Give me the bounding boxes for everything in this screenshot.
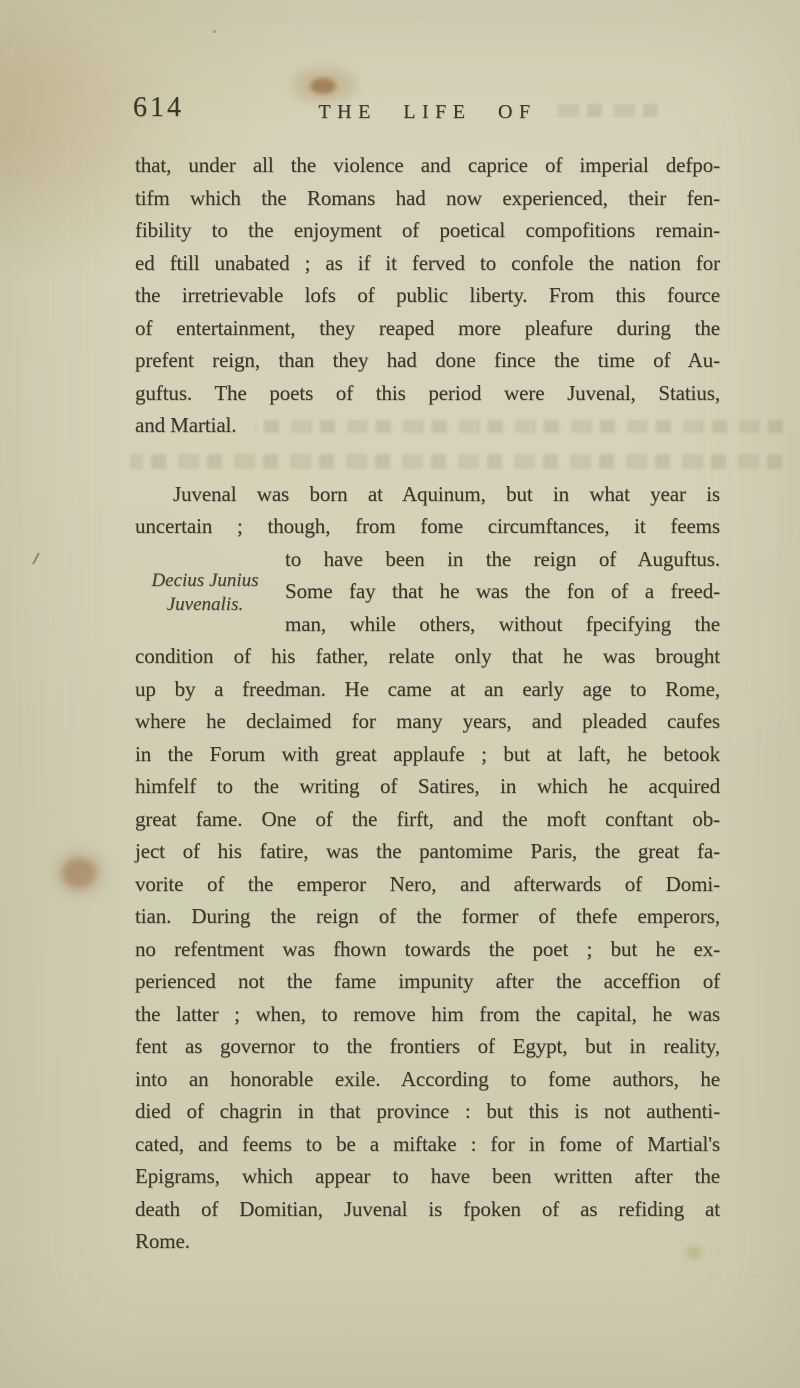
text-line: where he declaimed for many years, and pleaded caufes (135, 709, 720, 733)
text-line: cated, and feems to be a miftake : for in fome of Martial's (135, 1131, 720, 1156)
text-line: fibility to the enjoyment of poetical compofitions remain- (135, 218, 720, 242)
text-line: the latter ; when, to remove him from the capital, he was (135, 1001, 720, 1026)
ink-slash-mark (32, 552, 40, 564)
text-line: Juvenal was born at Aquinum, but in what year is (173, 481, 720, 506)
paper-specks (0, 0, 3, 3)
text-line: perienced not the fame impunity after the acceffion of (135, 969, 720, 993)
text-line: great fame. One of the firft, and the moft conftant ob- (135, 806, 720, 831)
text-line: and Martial. (135, 413, 237, 437)
text-line: to have been in the reign of Auguftus. (285, 546, 720, 571)
paragraph-2-intro (135, 478, 720, 543)
text-line: the irretrievable lofs of public liberty. From this fource (135, 283, 720, 307)
text-line: guftus. The poets of this period were Juvenal, Statius, (135, 380, 720, 405)
text-line: that, under all the violence and caprice of imperial defpo- (135, 153, 720, 177)
text-line: himfelf to the writing of Satires, in which he acquired (135, 774, 720, 798)
text-line: into an honorable exile. According to fome authors, he (135, 1066, 720, 1091)
text-block (135, 149, 720, 1258)
page-number: 614 (133, 92, 184, 123)
text-line: Epigrams, which appear to have been written after the (135, 1164, 720, 1188)
stain-left-margin (62, 858, 96, 888)
paragraph-2 (135, 478, 720, 1258)
margin-note-line: Decius Junius (151, 569, 259, 591)
running-title: THE LIFE OF (318, 101, 537, 123)
text-line: tian. During the reign of the former of thefe emperors, (135, 904, 720, 928)
text-line: up by a freedman. He came at an early age to Rome, (135, 676, 720, 701)
paragraph-1 (135, 149, 720, 442)
text-line: ed ftill unabated ; as if it ferved to confole the nation for (135, 250, 720, 275)
text-line: of entertainment, they reaped more pleafure during the (135, 315, 720, 340)
text-line: death of Domitian, Juvenal is fpoken of as refiding at (135, 1196, 720, 1221)
text-line: died of chagrin in that province : but this is not authenti- (135, 1099, 720, 1123)
text-line: tifm which the Romans had now experienced, their fen- (135, 185, 720, 210)
stain-top-center (310, 78, 336, 94)
paragraph-2-beside-note (285, 543, 720, 641)
paragraph-2-continue (135, 640, 720, 1225)
text-line: ject of his fatire, was the pantomime Paris, the great fa- (135, 839, 720, 863)
text-line: Some fay that he was the fon of a freed- (285, 579, 720, 603)
text-line: uncertain ; though, from fome circumftances, it feems (135, 514, 720, 538)
text-line: man, while others, without fpecifying the (285, 611, 720, 636)
text-line: fent as governor to the frontiers of Egypt, but in reality, (135, 1034, 720, 1058)
margin-note-line: Juvenalis. (166, 593, 244, 615)
text-line: no refentment was fhown towards the poet ; but he ex- (135, 936, 720, 961)
text-line: vorite of the emperor Nero, and afterwards of Domi- (135, 871, 720, 896)
sidenote-row (135, 543, 720, 641)
text-line: in the Forum with great applaufe ; but at laft, he betook (135, 741, 720, 766)
paragraph-2-closing-line: Rome. (135, 1229, 190, 1253)
text-line: prefent reign, than they had done fince the time of Au- (135, 348, 720, 372)
margin-note (135, 543, 285, 641)
text-line: condition of his father, relate only that he was brought (135, 644, 720, 668)
